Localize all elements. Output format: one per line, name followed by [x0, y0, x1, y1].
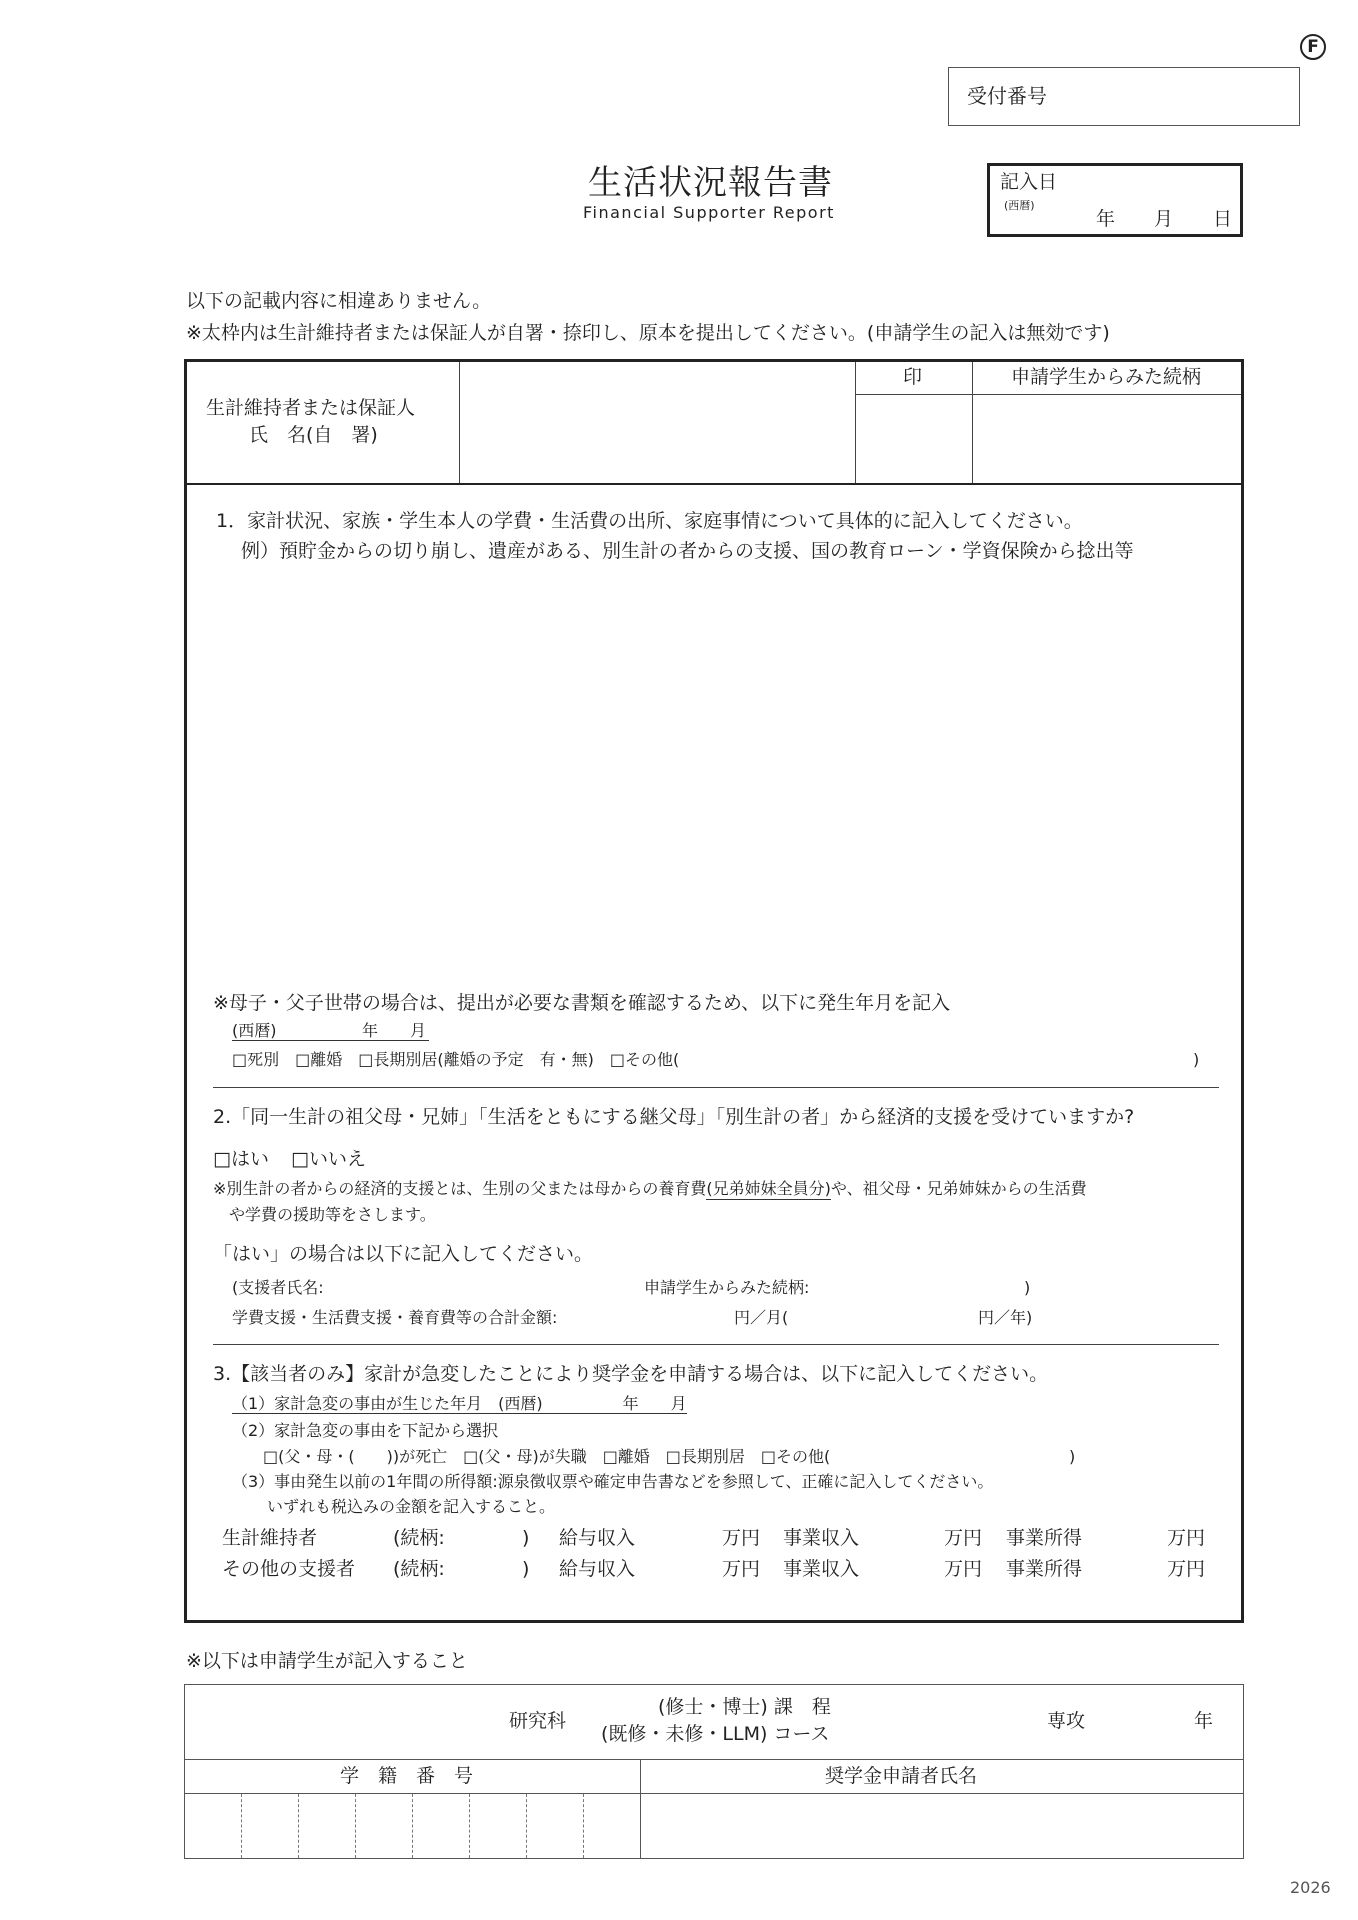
single-parent-note: ※母子・父子世帯の場合は、提出が必要な書類を確認するため、以下に発生年月を記入 [213, 992, 951, 1014]
income-salary: 給与収入 [559, 1558, 636, 1580]
section3-item3-note: いずれも税込みの金額を記入すること。 [267, 1497, 556, 1516]
applicant-name-label: 奨学金申請者氏名 [825, 1765, 978, 1787]
income-unit-3: 万円 [1167, 1558, 1206, 1580]
section1-example: 例）預貯金からの切り崩し、遺産がある、別生計の者からの支援、国の教育ローン・学資保険から捻出等 [241, 540, 1134, 562]
entry-date-month: 月 [1154, 208, 1174, 230]
income-business-income: 事業所得 [1006, 1527, 1083, 1549]
entry-date-day: 日 [1213, 208, 1233, 230]
section3-item2-options[interactable]: □(父・母・( ))が死亡 □(父・母)が失職 □離婚 □長期別居 □その他( [263, 1447, 831, 1466]
section-divider-1 [213, 1087, 1219, 1088]
support-note-1c: や、祖父母・兄弟姉妹からの生活費 [830, 1179, 1087, 1198]
intro-line-1: 以下の記載内容に相違ありません。 [186, 290, 492, 312]
guardian-name-label-2: 氏 名(自 署) [249, 424, 378, 446]
course-label-1: (修士・博士) 課 程 [658, 1696, 831, 1718]
income-relation-close: ) [522, 1527, 530, 1549]
support-note-1a: ※別生計の者からの経済的支援とは、生別の父または母からの養育費 [213, 1179, 707, 1198]
section-divider-2 [213, 1344, 1219, 1345]
student-section-note: ※以下は申請学生が記入すること [186, 1650, 468, 1672]
reception-number-box [948, 67, 1300, 126]
single-parent-close: ) [1193, 1050, 1200, 1069]
support-per-year: 円／年) [978, 1308, 1033, 1327]
supporter-relation-label: 申請学生からみた続柄: [644, 1278, 810, 1297]
income-business-income: 事業所得 [1006, 1558, 1083, 1580]
section3-item1: （1）家計急変の事由が生じた年月 (西暦) 年 月 [232, 1394, 687, 1413]
income-unit-1: 万円 [722, 1527, 761, 1549]
course-label-2: (既修・未修・LLM) コース [601, 1723, 830, 1745]
section2-heading: 2.「同一生計の祖父母・兄姉」「生活をともにする継父母」「別生計の者」から経済的支援を受けていますか? [213, 1106, 1135, 1128]
single-parent-era: (西暦) [232, 1021, 277, 1040]
income-unit-2: 万円 [944, 1558, 983, 1580]
income-business: 事業収入 [783, 1527, 860, 1549]
seal-label: 印 [903, 366, 923, 388]
seal-field[interactable] [857, 396, 971, 482]
income-unit-3: 万円 [1167, 1527, 1206, 1549]
major-label: 専攻 [1047, 1710, 1086, 1732]
income-unit-1: 万円 [722, 1558, 761, 1580]
income-salary: 給与収入 [559, 1527, 636, 1549]
single-parent-month: 月 [410, 1021, 427, 1040]
student-id-label: 学 籍 番 号 [340, 1765, 474, 1787]
income-role: その他の支援者 [222, 1558, 356, 1580]
entry-date-label: 記入日 [1000, 171, 1058, 193]
guardian-frame [184, 359, 1244, 1623]
single-parent-date [232, 1023, 429, 1041]
support-per-month: 円／月( [734, 1308, 789, 1327]
entry-date-era: (西暦) [1004, 199, 1035, 212]
relation-label: 申請学生からみた続柄 [1010, 366, 1201, 388]
income-unit-2: 万円 [944, 1527, 983, 1549]
section3-item2: （2）家計急変の事由を下記から選択 [232, 1421, 499, 1440]
entry-date-year: 年 [1096, 208, 1116, 230]
support-note-1 [213, 1181, 1087, 1197]
supporter-relation-close: ) [1024, 1278, 1031, 1297]
student-id-boxes[interactable] [185, 1794, 640, 1858]
support-total-label: 学費支援・生活費支援・養育費等の合計金額: [232, 1308, 558, 1327]
income-business: 事業収入 [783, 1558, 860, 1580]
entry-date-box [987, 163, 1243, 237]
student-year-label: 年 [1194, 1710, 1214, 1732]
income-relation-close: ) [522, 1558, 530, 1580]
support-yes-checkbox[interactable]: □はい [213, 1148, 269, 1170]
family-situation-textarea[interactable] [207, 570, 1217, 1340]
student-table [184, 1684, 1244, 1859]
form-f-mark: F [1300, 34, 1326, 60]
section3-item2-close: ) [1069, 1447, 1076, 1466]
income-role: 生計維持者 [222, 1527, 318, 1549]
income-relation: (続柄: [393, 1527, 445, 1549]
guardian-name-label-1: 生計維持者または保証人 [206, 397, 416, 419]
section1-heading: 1．家計状況、家族・学生本人の学費・生活費の出所、家庭事情について具体的に記入してください。 [216, 510, 1083, 532]
section3-item3: （3）事由発生以前の1年間の所得額:源泉徴収票や確定申告書などを参照して、正確に記入してください。 [232, 1472, 994, 1491]
signature-row [187, 362, 1241, 485]
if-yes-instruction: 「はい」の場合は以下に記入してください。 [213, 1243, 594, 1265]
intro-line-2: ※太枠内は生計維持者または保証人が自署・捺印し、原本を提出してください。(申請学生の記入は無効です) [186, 322, 1110, 344]
support-note-2: や学費の援助等をさします。 [229, 1205, 436, 1224]
single-parent-year: 年 [362, 1021, 379, 1040]
support-no-checkbox[interactable]: □いいえ [291, 1148, 366, 1170]
footer-year: 2026 [1290, 1878, 1331, 1897]
relation-field[interactable] [974, 396, 1240, 482]
income-row-2 [187, 1560, 1241, 1586]
single-parent-options[interactable]: □死別 □離婚 □長期別居(離婚の予定 有・無) □その他( [232, 1050, 680, 1069]
page-title: 生活状況報告書 [588, 163, 833, 203]
reception-number-label: 受付番号 [967, 84, 1047, 108]
income-relation: (続柄: [393, 1558, 445, 1580]
page-subtitle: Financial Supporter Report [583, 203, 835, 222]
applicant-name-field[interactable] [642, 1794, 1242, 1858]
graduate-school-label: 研究科 [509, 1710, 567, 1732]
income-row-1 [187, 1529, 1241, 1555]
section3-heading: 3.【該当者のみ】家計が急変したことにより奨学金を申請する場合は、以下に記入してください。 [213, 1363, 1049, 1385]
support-note-1b: (兄弟姉妹全員分) [706, 1179, 831, 1198]
supporter-name-label: (支援者氏名: [232, 1278, 324, 1297]
guardian-name-input[interactable] [461, 362, 854, 483]
